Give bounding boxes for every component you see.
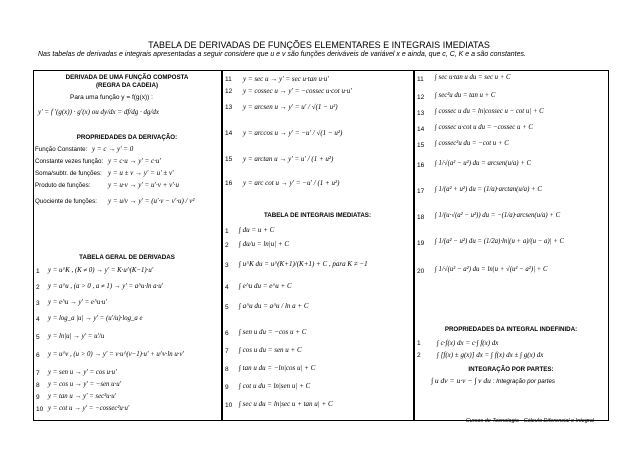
derivative-number: 3 xyxy=(36,300,40,307)
integral-formula: ∫ du/u = ln|u| + C xyxy=(239,240,290,248)
integral-number: 6 xyxy=(225,330,229,337)
integral-formula: ∫ cot u du = ln|sen u| + C xyxy=(239,382,311,390)
derivative-formula: y = a^u , (a > 0 , a ≠ 1) → y' = a^u·ln a·u' xyxy=(48,283,164,290)
integral-number: 2 xyxy=(225,242,229,249)
integral-formula: ∫ cossec u·cot u du = −cossec u + C xyxy=(435,124,533,131)
derivatives-table-heading: TABELA GERAL DE DERIVADAS xyxy=(79,254,175,261)
integral-number: 7 xyxy=(225,348,229,355)
derivative-formula: y = cossec u → y' = −cossec u·cot u·u' xyxy=(243,87,352,95)
integral-number: 4 xyxy=(225,284,229,291)
integral-formula: ∫ tan u du = −ln|cos u| + C xyxy=(239,364,316,372)
integral-formula: ∫ sec u du = ln|sec u + tan u| + C xyxy=(239,400,333,408)
integral-property-formula: ∫ [f(x) ± g(x)] dx = ∫ f(x) dx ± ∫ g(x) dx xyxy=(437,351,544,359)
derivative-number: 15 xyxy=(225,156,233,163)
derivative-number: 2 xyxy=(36,284,40,291)
integral-formula: ∫ cossec²u du = −cot u + C xyxy=(435,140,509,147)
integral-formula: ∫ 1/√(a² − u²) du = arcsen(u/a) + C xyxy=(435,160,532,167)
integral-number: 5 xyxy=(225,304,229,311)
integral-formula: ∫ 1/(a² − u²) du = (1/2a)·ln|(u + a)/(u − a)| + C xyxy=(435,238,565,245)
property-label: Função Constante: xyxy=(35,146,88,153)
derivative-formula: y = e^u → y' = e^u·u' xyxy=(48,299,107,306)
integral-number: 10 xyxy=(225,402,233,409)
integration-by-parts-label: : Integração por partes xyxy=(492,378,555,385)
integral-number: 12 xyxy=(417,94,425,101)
derivative-formula: y = arcsen u → y' = u' / √(1 − u²) xyxy=(243,103,338,111)
integral-number: 15 xyxy=(417,142,425,149)
integral-number: 18 xyxy=(417,214,425,221)
derivative-number: 16 xyxy=(225,180,233,187)
derivative-number: 10 xyxy=(36,406,44,413)
integration-by-parts-formula xyxy=(431,376,555,385)
integral-formula: ∫ u^K du = u^(K+1)/(K+1) + C , para K ≠ −1 xyxy=(239,260,368,268)
integral-formula: ∫ cos u du = sen u + C xyxy=(239,346,302,354)
integral-number: 19 xyxy=(417,240,425,247)
integral-number: 16 xyxy=(417,162,425,169)
integral-formula: ∫ 1/(u·√(a² − u²)) du = −(1/a)·arcsen(u/a) + C xyxy=(435,212,561,219)
derivative-number: 13 xyxy=(225,104,233,111)
integral-formula: ∫ du = u + C xyxy=(239,226,275,234)
chain-rule-subheading: (REGRA DA CADEIA) xyxy=(95,82,159,89)
integral-properties-heading: PROPRIEDADES DA INTEGRAL INDEFINIDA: xyxy=(444,326,578,333)
property-label: Produto de funções: xyxy=(35,182,91,189)
derivative-formula: y = cot u → y' = −cossec²u·u' xyxy=(48,405,130,412)
derivative-formula: y = arccos u → y' = −u' / √(1 − u²) xyxy=(243,129,343,137)
derivative-number: 8 xyxy=(36,382,40,389)
derivative-number: 1 xyxy=(36,268,40,275)
property-formula: y = c → y' = 0 xyxy=(92,145,134,153)
integral-number: 14 xyxy=(417,126,425,133)
integral-property-number: 1 xyxy=(417,340,421,347)
integral-formula: ∫ sen u du = −cos u + C xyxy=(239,328,307,336)
integral-number: 1 xyxy=(225,228,229,235)
integral-formula: ∫ cossec u du = ln|cossec u − cot u| + C xyxy=(435,108,544,115)
integral-number: 9 xyxy=(225,384,229,391)
derivative-formula: y = arc cot u → y' = −u' / (1 + u²) xyxy=(243,179,340,187)
integral-number: 17 xyxy=(417,188,425,195)
derivative-number: 12 xyxy=(225,88,233,95)
chain-rule-formula: y' = f '(g(x)) · g'(x) ou dy/dx = df/dg · dg/dx xyxy=(38,108,160,116)
derivative-number: 4 xyxy=(36,316,40,323)
integral-formula: ∫ sec²u du = tan u + C xyxy=(435,92,496,99)
derivative-formula: y = ln|u| → y' = u'/u xyxy=(48,333,105,340)
integral-number: 3 xyxy=(225,262,229,269)
integral-formula: ∫ e^u du = e^u + C xyxy=(239,282,292,290)
integral-formula: ∫ 1/√(u² − a²) du = ln|u + √(u² − a²)| + C xyxy=(435,266,548,273)
integral-number: 20 xyxy=(417,268,425,275)
property-formula: y = u ± v → y' = u' ± v' xyxy=(108,169,174,177)
derivative-number: 6 xyxy=(36,352,40,359)
property-formula: y = u/v → y' = (u'·v − v'·u) / v² xyxy=(108,197,195,205)
derivative-formula: y = sec u → y' = sec u·tan u·u' xyxy=(243,75,329,83)
chain-rule-intro: Para uma função y = f(g(x)) : xyxy=(70,94,153,101)
derivative-formula: y = cos u → y' = −sen u·u' xyxy=(48,381,122,388)
derivative-formula: y = sen u → y' = cos u·u' xyxy=(48,369,117,376)
integral-formula: ∫ 1/(a² + u²) du = (1/a)·arctan(u/a) + C xyxy=(435,186,542,193)
derivative-number: 9 xyxy=(36,394,40,401)
derivative-number: 14 xyxy=(225,130,233,137)
page-subtitle: Nas tabelas de derivadas e integrais apresentadas a seguir considere que u e v são funções deriváveis de variável x e ainda, que c, C, K e a são constantes. xyxy=(38,51,526,58)
page-title: TABELA DE DERIVADAS DE FUNÇÕES ELEMENTARES E INTEGRAIS IMEDIATAS xyxy=(148,40,490,50)
integration-by-parts-heading: INTEGRAÇÃO POR PARTES: xyxy=(468,366,554,373)
derivative-number: 5 xyxy=(36,334,40,341)
derivative-number: 11 xyxy=(225,76,232,83)
property-label: Constante vezes função: xyxy=(35,158,104,165)
integral-number: 8 xyxy=(225,366,229,373)
property-formula: y = u·v → y' = u'·v + v'·u xyxy=(108,181,179,189)
derivative-formula: y = u^K , (K ≠ 0) → y' = K·u^(K−1)·u' xyxy=(48,267,154,274)
integral-formula: ∫ sec u·tan u du = sec u + C xyxy=(435,74,511,81)
integral-formula: ∫ a^u du = a^u / ln a + C xyxy=(239,302,309,310)
integral-property-formula: ∫ c·f(x) dx = c·∫ f(x) dx xyxy=(437,339,499,347)
footer: Cursos de Tecnologia - Cálculo Diferencial e Integral xyxy=(465,418,594,424)
integration-by-parts-expression: ∫ u dv = u·v − ∫ v du xyxy=(431,376,491,385)
property-label: Quociente de funções: xyxy=(35,198,97,205)
property-formula: y = c·u → y' = c·u' xyxy=(108,157,161,165)
property-label: Soma/subtr. de funções: xyxy=(35,170,102,177)
derivative-formula: y = tan u → y' = sec²u·u' xyxy=(48,393,117,400)
derivative-formula: y = u^v , (u > 0) → y' = v·u^(v−1)·u' + u^v·ln u·v' xyxy=(48,351,184,358)
integral-number: 11 xyxy=(417,76,424,83)
chain-rule-heading: DERIVADA DE UMA FUNÇÃO COMPOSTA xyxy=(65,74,189,81)
integral-property-number: 2 xyxy=(417,352,421,359)
derivation-properties-heading: PROPRIEDADES DA DERIVAÇÃO: xyxy=(76,134,178,141)
integrals-table-heading: TABELA DE INTEGRAIS IMEDIATAS: xyxy=(263,212,371,219)
derivative-formula: y = log_a |u| → y' = (u'/u)·log_a e xyxy=(48,315,143,322)
derivative-formula: y = arctan u → y' = u' / (1 + u²) xyxy=(243,155,334,163)
integral-number: 13 xyxy=(417,110,425,117)
derivative-number: 7 xyxy=(36,370,40,377)
